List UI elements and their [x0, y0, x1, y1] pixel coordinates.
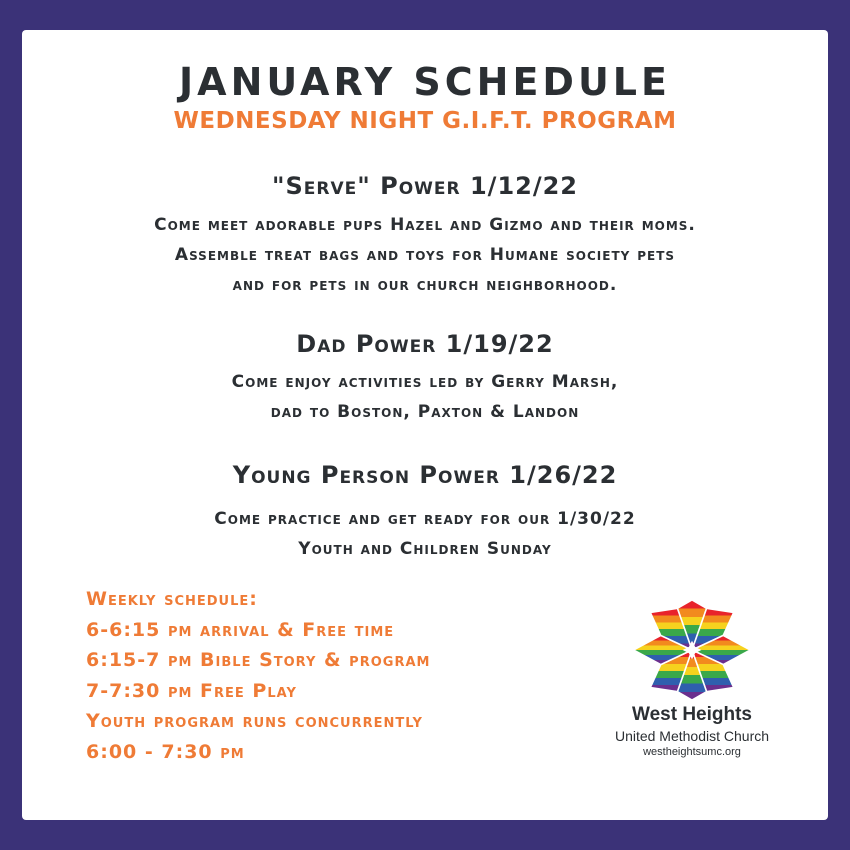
event-line: Come meet adorable pups Hazel and Gizmo and their moms.	[154, 215, 696, 235]
weekly-schedule-item: 6-6:15 pm arrival & Free time	[86, 618, 395, 641]
weekly-schedule-item: 6:15-7 pm Bible Story & program	[86, 649, 431, 671]
church-logo	[582, 600, 802, 775]
church-name: West Heights	[631, 704, 752, 725]
weekly-schedule-heading: Weekly schedule:	[86, 588, 258, 610]
schedule-card	[22, 30, 828, 820]
rainbow-star-icon	[629, 600, 755, 700]
church-subname: United Methodist Church	[614, 728, 770, 744]
event-title-dad: Dad Power 1/19/22	[296, 330, 554, 358]
weekly-schedule-item: 7-7:30 pm Free Play	[86, 679, 297, 702]
event-line: Come practice and get ready for our 1/30/22	[214, 509, 636, 529]
event-line: Youth and Children Sunday	[298, 539, 552, 559]
event-title-young-person: Young Person Power 1/26/22	[232, 461, 618, 489]
weekly-schedule-item: 6:00 - 7:30 pm	[86, 740, 245, 763]
event-line: Come enjoy activities led by Gerry Marsh,	[231, 372, 619, 392]
weekly-schedule	[86, 584, 430, 767]
event-title-serve: "Serve" Power 1/12/22	[272, 172, 578, 200]
event-line: and for pets in our church neighborhood.	[232, 275, 618, 295]
event-description-dad	[22, 367, 828, 427]
event-line: Assemble treat bags and toys for Humane society pets	[174, 245, 676, 265]
page-subtitle: WEDNESDAY NIGHT G.I.F.T. PROGRAM	[173, 108, 677, 134]
weekly-schedule-item: Youth program runs concurrently	[86, 710, 423, 732]
event-line: dad to Boston, Paxton & Landon	[270, 402, 580, 422]
event-description-young-person	[22, 504, 828, 564]
page-title: JANUARY SCHEDULE	[179, 60, 671, 104]
church-url: westheightsumc.org	[643, 746, 741, 758]
event-description-serve	[22, 210, 828, 300]
